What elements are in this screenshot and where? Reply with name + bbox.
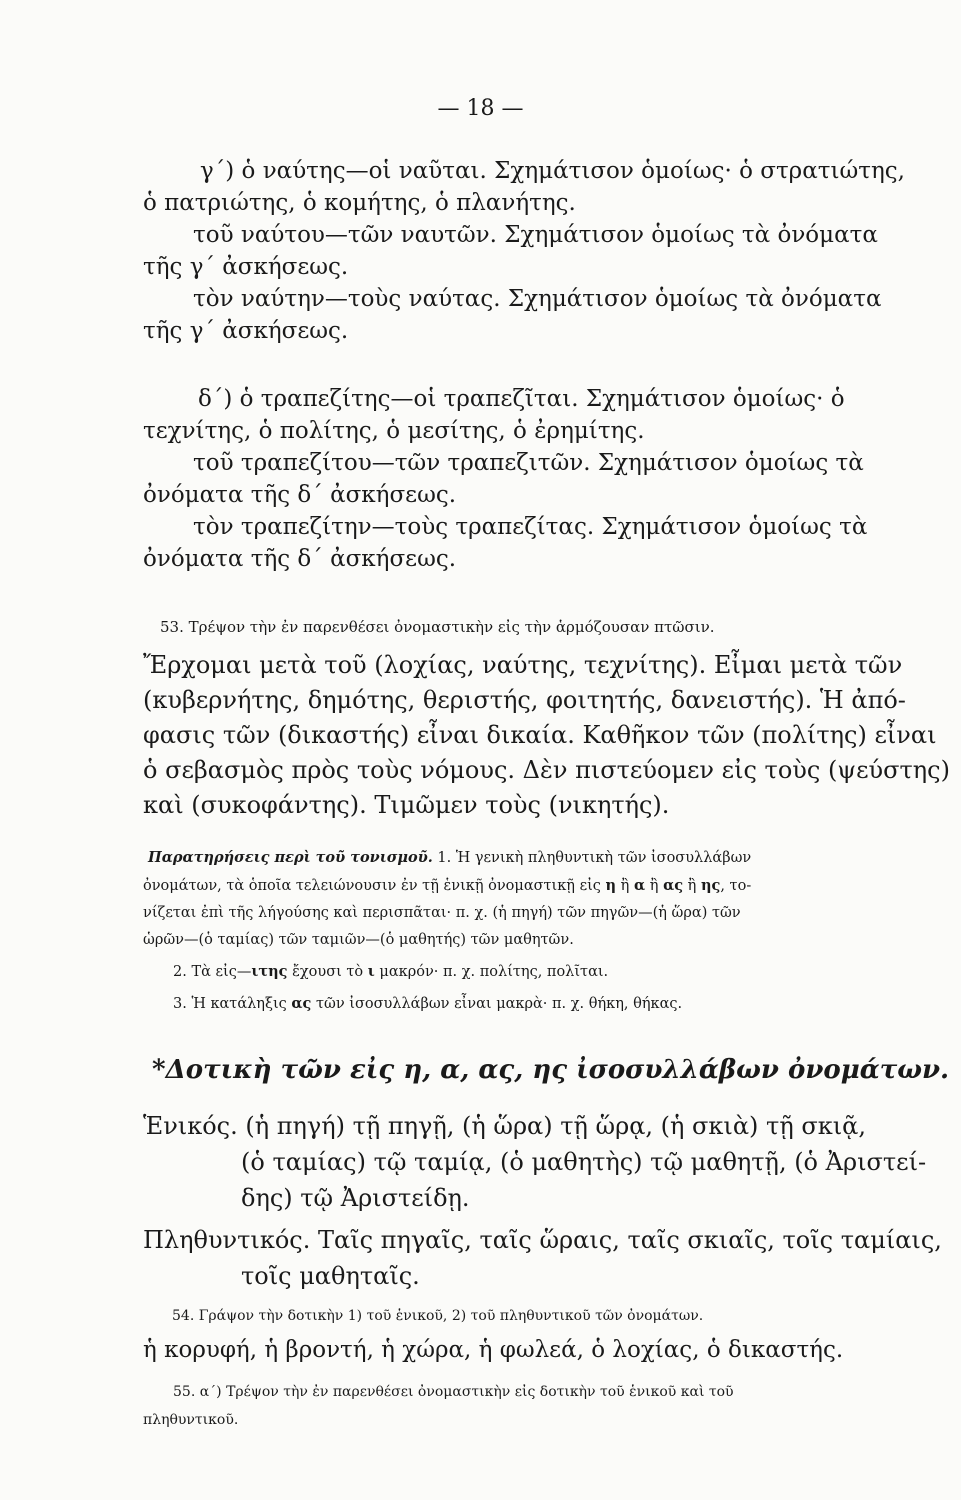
remark-1-text: ὀνομάτων, τὰ ὁποῖα τελειώνουσιν ἐν τῇ ἑνικῇ ὀνομαστικῇ εἰς xyxy=(143,878,606,894)
section-c xyxy=(143,155,935,347)
text-line: ὁ σεβασμὸς πρὸς τοὺς νόμους. Δὲν πιστεύομεν εἰς τοὺς (ψεύστης) xyxy=(143,756,950,784)
text-line: πληθυντικοῦ. xyxy=(143,1412,239,1428)
text-line: καὶ (συκοφάντης). Τιμῶμεν τοὺς (νικητής). xyxy=(143,791,670,819)
singular-forms xyxy=(143,1108,935,1216)
text-line: 55. α΄) Τρέψον τὴν ἐν παρενθέσει ὀνομαστικὴν εἰς δοτικὴν τοῦ ἑνικοῦ καὶ τοῦ xyxy=(173,1384,734,1400)
remark-2-text: 2. Τὰ εἰς— xyxy=(173,964,252,980)
separator: ἢ xyxy=(683,878,701,894)
text-line: Ἑνικός. (ἡ πηγή) τῇ πηγῇ, (ἡ ὥρα) τῇ ὥρᾳ, (ἡ σκιὰ) τῇ σκιᾷ, xyxy=(143,1112,866,1140)
text-line: ὀνόματα τῆς δ΄ ἀσκήσεως. xyxy=(143,546,457,572)
text-line: (ὁ ταμίας) τῷ ταμίᾳ, (ὁ μαθητὴς) τῷ μαθητῇ, (ὁ Ἀριστεί- xyxy=(241,1148,927,1176)
remark-2-text: ἔχουσι τὸ xyxy=(287,964,368,980)
remark-2-text: μακρόν· π. χ. πολίτης, πολῖται. xyxy=(374,964,609,980)
page-number: — 18 — xyxy=(437,96,524,121)
ending-as: ας xyxy=(663,877,684,894)
text-line: τεχνίτης, ὁ πολίτης, ὁ μεσίτης, ὁ ἐρημίτης. xyxy=(143,418,645,444)
section-d xyxy=(143,383,935,575)
text-line: ὀνόματα τῆς δ΄ ἀσκήσεως. xyxy=(143,482,457,508)
text-line xyxy=(143,844,935,872)
text-line xyxy=(143,990,935,1018)
text-line: δ΄) ὁ τραπεζίτης—οἱ τραπεζῖται. Σχημάτισον ὁμοίως· ὁ xyxy=(198,386,845,412)
remark-3-text: 3. Ἡ κατάληξις xyxy=(173,996,292,1012)
ending-hs: ης xyxy=(700,877,721,894)
text-line: τὸν τραπεζίτην—τοὺς τραπεζίτας. Σχημάτισον ὁμοίως τὰ xyxy=(193,514,868,540)
text-line xyxy=(143,958,935,986)
section-heading: *Δοτικὴ τῶν εἰς η, α, ας, ης ἰσοσυλλάβων ὀνομάτων. xyxy=(152,1055,950,1085)
text-line xyxy=(143,872,935,900)
text-line: ὁ πατριώτης, ὁ κομήτης, ὁ πλανήτης. xyxy=(143,190,576,216)
text-line: τοῦ ναύτου—τῶν ναυτῶν. Σχημάτισον ὁμοίως τὰ ὀνόματα xyxy=(193,222,878,248)
remark-1-text: 1. Ἡ γενικὴ πληθυντικὴ τῶν ἰσοσυλλάβων xyxy=(432,850,752,866)
text-line: νίζεται ἐπὶ τῆς λήγούσης καὶ περισπᾶται· π. χ. (ἡ πηγή) τῶν πηγῶν—(ἡ ὥρα) τῶν xyxy=(143,905,741,921)
text-line: Πληθυντικός. Ταῖς πηγαῖς, ταῖς ὥραις, ταῖς σκιαῖς, τοῖς ταμίαις, xyxy=(143,1226,942,1254)
ending-as: ας xyxy=(291,995,312,1012)
exercise-54-instruction: 54. Γράψον τὴν δοτικὴν 1) τοῦ ἑνικοῦ, 2) τοῦ πληθυντικοῦ τῶν ὀνομάτων. xyxy=(172,1308,704,1324)
separator: ἢ xyxy=(616,878,634,894)
letter-iota: ι xyxy=(367,963,375,980)
remark-1-text: , το- xyxy=(720,878,752,894)
ending-alpha: α xyxy=(633,877,646,894)
ending-itis: ιτης xyxy=(251,963,288,980)
text-line: τῆς γ΄ ἀσκήσεως. xyxy=(143,254,349,280)
text-line: τῆς γ΄ ἀσκήσεως. xyxy=(143,318,349,344)
ending-eta: η xyxy=(605,877,617,894)
accent-remarks xyxy=(143,844,935,1018)
exercise-53-instruction: 53. Τρέψον τὴν ἐν παρενθέσει ὀνομαστικὴν εἰς τὴν ἁρμόζουσαν πτῶσιν. xyxy=(160,618,715,636)
exercise-53-body xyxy=(143,648,950,823)
text-line: (κυβερνήτης, δημότης, θεριστής, φοιτητής, δανειστής). Ἡ ἀπό- xyxy=(143,686,906,714)
text-line: Ἔρχομαι μετὰ τοῦ (λοχίας, ναύτης, τεχνίτης). Εἶμαι μετὰ τῶν xyxy=(143,651,903,679)
plural-forms xyxy=(143,1222,942,1294)
text-line: τοῖς μαθηταῖς. xyxy=(241,1262,420,1290)
text-line: δης) τῷ Ἀριστείδῃ. xyxy=(241,1184,470,1212)
exercise-54-words: ἡ κορυφή, ἡ βροντή, ἡ χώρα, ἡ φωλεά, ὁ λοχίας, ὁ δικαστής. xyxy=(143,1337,844,1363)
remark-3-text: τῶν ἰσοσυλλάβων εἶναι μακρὰ· π. χ. θήκη, θήκας. xyxy=(311,996,683,1012)
text-line: γ΄) ὁ ναύτης—οἱ ναῦται. Σχημάτισον ὁμοίως· ὁ στρατιώτης, xyxy=(200,158,905,184)
text-line: τὸν ναύτην—τοὺς ναύτας. Σχημάτισον ὁμοίως τὰ ὀνόματα xyxy=(193,286,882,312)
exercise-55 xyxy=(143,1378,935,1434)
text-line: φασις τῶν (δικαστής) εἶναι δικαία. Καθῆκον τῶν (πολίτης) εἶναι xyxy=(143,721,937,749)
text-line: τοῦ τραπεζίτου—τῶν τραπεζιτῶν. Σχημάτισον ὁμοίως τὰ xyxy=(193,450,864,476)
remarks-title: Παρατηρήσεις περὶ τοῦ τονισμοῦ. xyxy=(148,849,433,866)
text-line: ὡρῶν—(ὁ ταμίας) τῶν ταμιῶν—(ὁ μαθητής) τῶν μαθητῶν. xyxy=(143,932,574,948)
separator: ἢ xyxy=(645,878,664,894)
